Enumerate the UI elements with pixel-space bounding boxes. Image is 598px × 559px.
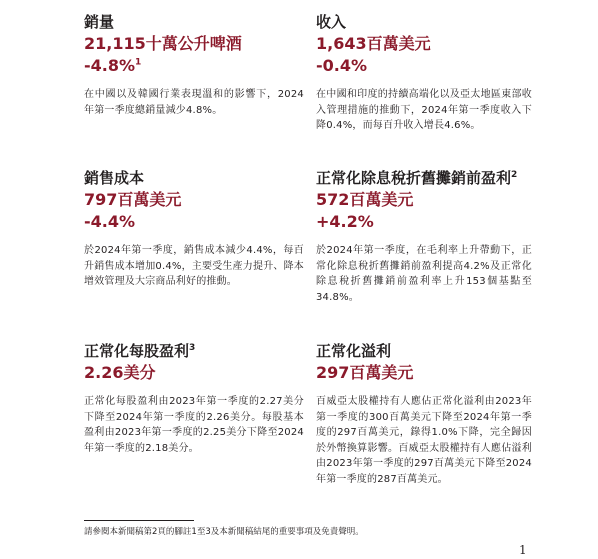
eps-heading: [84, 341, 304, 362]
revenue-value: 1,643百萬美元: [316, 34, 431, 53]
footnote: 請參閱本新聞稿第2頁的腳註1至3及本新聞稿結尾的重要事項及免責聲明。: [84, 527, 364, 537]
ebitda-heading: [316, 168, 532, 189]
volume-footnote-ref: 1: [135, 57, 142, 68]
footnote-divider: [84, 520, 194, 521]
volume-heading: 銷量: [84, 13, 115, 31]
revenue-body: 在中國和印度的持續高端化以及亞太地區東部收入管理措施的推動下，2024年第一季度收入下降0.4%，而每百升收入增長4.6%。: [316, 89, 532, 132]
cost-of-sales-value: 797百萬美元: [84, 190, 182, 209]
ebitda-value: 572百萬美元: [316, 190, 414, 209]
page-number: 1: [519, 543, 527, 557]
eps-heading-text: 正常化每股盈利: [84, 342, 190, 360]
volume-value: 21,115十萬公升啤酒: [84, 34, 242, 53]
eps-block: [84, 341, 304, 456]
eps-footnote-ref: 3: [189, 343, 196, 353]
cost-of-sales-body: 於2024年第一季度，銷售成本減少4.4%，每百升銷售成本增加0.4%，主要受生產力提升、降本增效管理及大宗商品利好的推動。: [84, 245, 305, 288]
ebitda-block: [316, 168, 532, 305]
cost-of-sales-heading: 銷售成本: [84, 169, 145, 187]
ebitda-body: 於2024年第一季度，在毛利率上升帶動下，正常化除息稅折舊攤銷前盈利提高4.2%及正常化除息稅折舊攤銷前盈利率上升153個基點至34.8%。: [316, 245, 532, 303]
volume-block: [84, 12, 304, 118]
profit-value: 297百萬美元: [316, 363, 414, 382]
volume-change-text: -4.8%: [84, 56, 136, 75]
profit-heading: 正常化溢利: [316, 342, 392, 360]
ebitda-footnote-ref: 2: [511, 170, 518, 180]
profit-body: 百威亞太股權持有人應佔正常化溢利由2023年第一季度的300百萬美元下降至2024年第一季度的297百萬美元，錄得1.0%下降，完全歸因於外幣換算影響。百威亞太股權持有人應佔溢利由2023年第一季度的297百萬美元下降至2024年第一季度的287百萬美元。: [316, 396, 532, 485]
eps-body: 正常化每股盈利由2023年第一季度的2.27美分下降至2024年第一季度的2.26美分。每股基本盈利由2023年第一季度的2.25美分下降至2024年第一季度的2.18美分。: [84, 396, 304, 454]
revenue-block: [316, 12, 532, 134]
revenue-change: -0.4%: [316, 56, 368, 75]
ebitda-change: +4.2%: [316, 212, 374, 231]
volume-body: 在中國以及韓國行業表現溫和的影響下，2024年第一季度總銷量減少4.8%。: [84, 89, 304, 116]
cost-of-sales-block: [84, 168, 304, 290]
eps-value: 2.26美分: [84, 363, 156, 382]
ebitda-heading-text: 正常化除息稅折舊攤銷前盈利: [316, 169, 512, 187]
volume-change: [84, 55, 304, 77]
cost-of-sales-change: -4.4%: [84, 212, 136, 231]
revenue-heading: 收入: [316, 13, 347, 31]
profit-block: [316, 341, 532, 488]
